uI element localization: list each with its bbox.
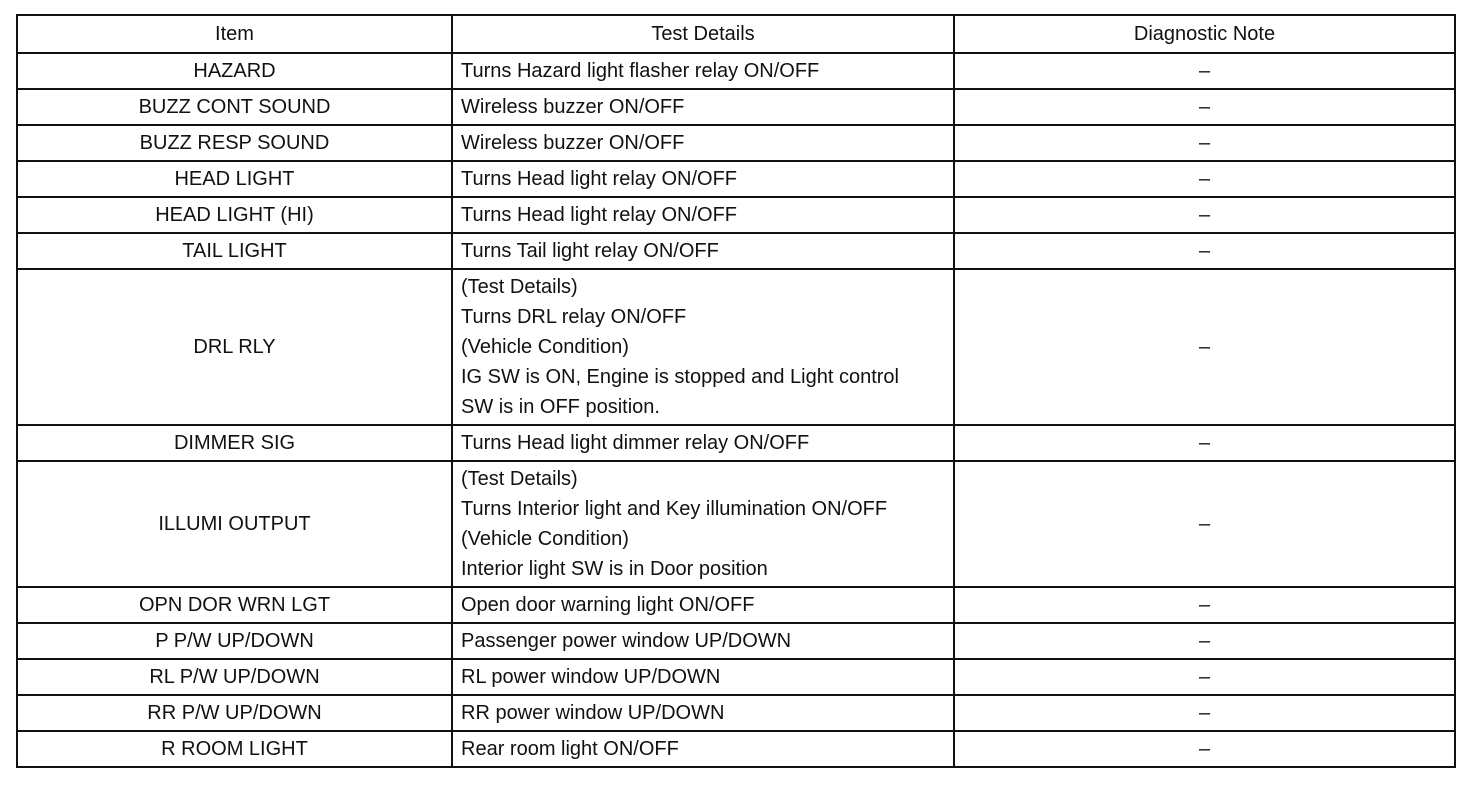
details-line: RR power window UP/DOWN — [461, 702, 725, 724]
test-details-cell — [452, 425, 954, 461]
item-cell: RR P/W UP/DOWN — [17, 695, 452, 731]
header-test-details: Test Details — [452, 15, 954, 53]
item-cell: TAIL LIGHT — [17, 233, 452, 269]
table-row — [17, 731, 1455, 767]
diagnostic-note-cell: – — [954, 731, 1455, 767]
diagnostic-note-cell: – — [954, 695, 1455, 731]
diagnostic-note-cell: – — [954, 461, 1455, 587]
details-line: Passenger power window UP/DOWN — [461, 630, 792, 652]
header-item: Item — [17, 15, 452, 53]
test-details-cell — [452, 269, 954, 425]
diagnostic-note-cell: – — [954, 587, 1455, 623]
table-row — [17, 125, 1455, 161]
diagnostic-note-cell: – — [954, 53, 1455, 89]
test-details-cell — [452, 623, 954, 659]
header-row — [17, 15, 1455, 53]
details-line: RL power window UP/DOWN — [461, 666, 721, 688]
details-line: Turns Interior light and Key illumination ON/OFF — [461, 498, 888, 520]
test-details-cell — [452, 89, 954, 125]
details-line: Turns Head light relay ON/OFF — [461, 168, 738, 190]
details-line: (Test Details) — [461, 468, 578, 490]
test-details-cell — [452, 731, 954, 767]
diagnostic-note-cell: – — [954, 659, 1455, 695]
item-cell: P P/W UP/DOWN — [17, 623, 452, 659]
diagnostic-note-cell: – — [954, 197, 1455, 233]
item-cell: BUZZ CONT SOUND — [17, 89, 452, 125]
diagnostic-note-cell: – — [954, 269, 1455, 425]
table-row — [17, 425, 1455, 461]
diagnostic-note-cell: – — [954, 425, 1455, 461]
test-details-cell — [452, 695, 954, 731]
table-row — [17, 53, 1455, 89]
table-row — [17, 233, 1455, 269]
diagnostic-note-cell: – — [954, 89, 1455, 125]
details-line: SW is in OFF position. — [461, 396, 660, 418]
item-cell: BUZZ RESP SOUND — [17, 125, 452, 161]
item-cell: HEAD LIGHT — [17, 161, 452, 197]
table-row — [17, 461, 1455, 587]
details-line: (Vehicle Condition) — [461, 528, 629, 550]
details-line: Turns Head light dimmer relay ON/OFF — [461, 432, 810, 454]
details-line: Rear room light ON/OFF — [461, 738, 679, 760]
item-cell: R ROOM LIGHT — [17, 731, 452, 767]
test-details-cell — [452, 659, 954, 695]
details-line: Wireless buzzer ON/OFF — [461, 96, 685, 118]
test-details-cell — [452, 587, 954, 623]
test-details-cell — [452, 461, 954, 587]
details-line: (Test Details) — [461, 276, 578, 298]
diagnostic-note-cell: – — [954, 125, 1455, 161]
test-details-cell — [452, 161, 954, 197]
table-row — [17, 89, 1455, 125]
details-line: Turns Head light relay ON/OFF — [461, 204, 738, 226]
item-cell: OPN DOR WRN LGT — [17, 587, 452, 623]
test-details-cell — [452, 197, 954, 233]
test-details-cell — [452, 233, 954, 269]
test-items-table — [16, 14, 1456, 768]
item-cell: RL P/W UP/DOWN — [17, 659, 452, 695]
diagnostic-note-cell: – — [954, 233, 1455, 269]
item-cell: HEAD LIGHT (HI) — [17, 197, 452, 233]
table-row — [17, 269, 1455, 425]
item-cell: DIMMER SIG — [17, 425, 452, 461]
test-details-cell — [452, 53, 954, 89]
table-row — [17, 161, 1455, 197]
item-cell: DRL RLY — [17, 269, 452, 425]
table-row — [17, 659, 1455, 695]
details-line: IG SW is ON, Engine is stopped and Light control — [461, 366, 899, 388]
diagnostic-note-cell: – — [954, 161, 1455, 197]
details-line: Turns Tail light relay ON/OFF — [461, 240, 719, 262]
item-cell: HAZARD — [17, 53, 452, 89]
details-line: Interior light SW is in Door position — [461, 558, 768, 580]
details-line: Turns DRL relay ON/OFF — [461, 306, 687, 328]
details-line: Wireless buzzer ON/OFF — [461, 132, 685, 154]
table-row — [17, 623, 1455, 659]
details-line: (Vehicle Condition) — [461, 336, 629, 358]
table-row — [17, 695, 1455, 731]
details-line: Turns Hazard light flasher relay ON/OFF — [461, 60, 820, 82]
test-details-cell — [452, 125, 954, 161]
item-cell: ILLUMI OUTPUT — [17, 461, 452, 587]
diagnostic-note-cell: – — [954, 623, 1455, 659]
table-row — [17, 197, 1455, 233]
table-row — [17, 587, 1455, 623]
header-diagnostic-note: Diagnostic Note — [954, 15, 1455, 53]
details-line: Open door warning light ON/OFF — [461, 594, 755, 616]
